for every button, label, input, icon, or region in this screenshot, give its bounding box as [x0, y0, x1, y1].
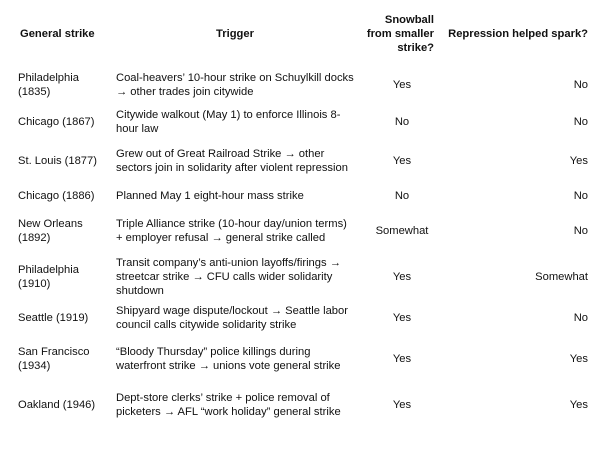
trigger-cell: Shipyard wage dispute/lockout → Seattle labor council calls citywide solidarity strike — [116, 305, 348, 331]
snowball-cell: Somewhat — [375, 225, 429, 237]
header-trigger: Trigger — [216, 28, 254, 40]
trigger-cell: Dept-store clerks’ strike + police removal of picketers → AFL “work holiday” general strike — [116, 392, 341, 418]
repression-cell: Yes — [569, 353, 588, 365]
trigger-cell: Triple Alliance strike (10-hour day/union terms) + employer refusal → general strike called — [116, 218, 347, 244]
trigger-cell: Planned May 1 eight-hour mass strike — [116, 190, 304, 202]
repression-cell: No — [573, 79, 588, 91]
strike-cell: Seattle (1919) — [18, 312, 89, 324]
table-row — [14, 138, 590, 184]
snowball-cell: Yes — [392, 155, 412, 167]
strike-cell: New Orleans (1892) — [18, 218, 83, 244]
strike-cell: St. Louis (1877) — [18, 155, 97, 167]
table-row — [14, 208, 590, 254]
table-row — [14, 254, 590, 300]
trigger-cell: Citywide walkout (May 1) to enforce Illinois 8-hour law — [116, 109, 341, 135]
trigger-cell: “Bloody Thursday” police killings during waterfront strike → unions vote general strike — [116, 346, 341, 372]
header-general-strike: General strike — [20, 28, 95, 40]
header-snowball: Snowball from smaller strike? — [366, 14, 434, 54]
table-header — [14, 4, 590, 64]
snowball-cell: Yes — [392, 79, 412, 91]
snowball-cell: Yes — [392, 353, 412, 365]
table-row — [14, 382, 590, 428]
snowball-cell: No — [394, 190, 410, 202]
snowball-cell: Yes — [392, 399, 412, 411]
snowball-cell: No — [394, 116, 410, 128]
strike-cell: Chicago (1886) — [18, 190, 95, 202]
strike-cell: Philadelphia (1910) — [18, 264, 79, 290]
trigger-cell: Transit company’s anti-union layoffs/firings → streetcar strike → CFU calls wider solidarity shutdown — [116, 257, 341, 297]
trigger-cell: Coal-heavers’ 10-hour strike on Schuylkill docks → other trades join citywide — [116, 72, 354, 98]
snowball-cell: Yes — [392, 312, 412, 324]
header-repression: Repression helped spark? — [448, 28, 588, 40]
repression-cell: No — [573, 116, 588, 128]
repression-cell: No — [573, 225, 588, 237]
table-row — [14, 300, 590, 336]
repression-cell: Somewhat — [535, 271, 588, 283]
general-strikes-table — [14, 4, 590, 428]
strike-cell: Philadelphia (1835) — [18, 72, 79, 98]
repression-cell: No — [573, 312, 588, 324]
trigger-cell: Grew out of Great Railroad Strike → other sectors join in solidarity after violent repression — [116, 148, 348, 174]
strike-cell: Chicago (1867) — [18, 116, 95, 128]
table-row — [14, 184, 590, 208]
header-row — [14, 4, 590, 64]
table-row — [14, 64, 590, 106]
table-body — [14, 64, 590, 428]
repression-cell: Yes — [569, 155, 588, 167]
table-row — [14, 106, 590, 138]
strike-cell: Oakland (1946) — [18, 399, 96, 411]
table-row — [14, 336, 590, 382]
repression-cell: Yes — [569, 399, 588, 411]
repression-cell: No — [573, 190, 588, 202]
snowball-cell: Yes — [392, 271, 412, 283]
strike-cell: San Francisco (1934) — [18, 346, 90, 372]
